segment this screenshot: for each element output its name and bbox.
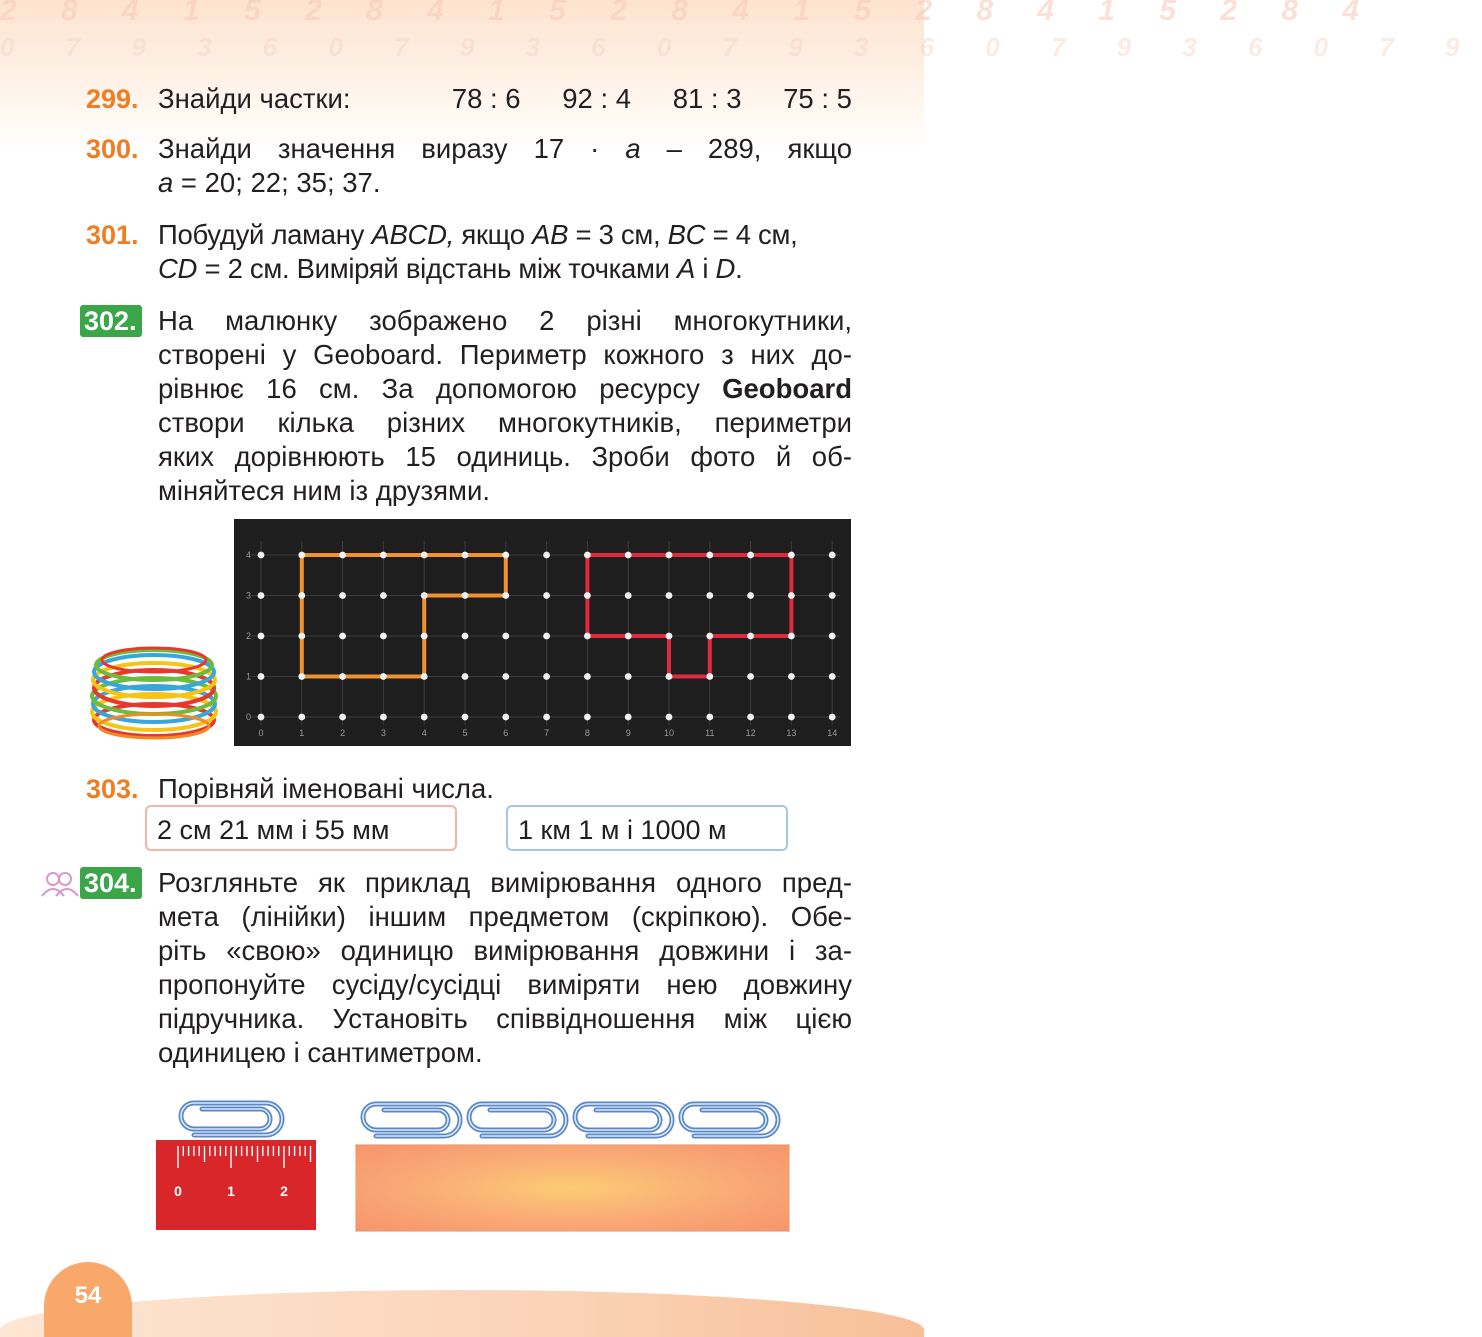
peg	[747, 673, 754, 680]
ruler-ticks	[156, 1140, 316, 1230]
peg	[625, 714, 632, 721]
paperclip-wire	[681, 1104, 778, 1136]
y-tick-label: 2	[246, 631, 252, 641]
comparison-box-2: 1 км 1 м і 1000 м	[506, 805, 788, 851]
y-tick-label: 0	[246, 712, 252, 722]
text: = 2 см. Виміряй відстань між точками	[197, 253, 677, 284]
peg	[625, 673, 632, 680]
peg	[462, 633, 469, 640]
peg	[462, 552, 469, 559]
peg	[339, 714, 346, 721]
word: –	[666, 133, 682, 164]
text: і	[695, 253, 716, 284]
peg	[625, 633, 632, 640]
peg	[258, 552, 265, 559]
text-line: Розгляньте як приклад вимірювання одного пред-	[158, 867, 852, 898]
text-line	[158, 218, 852, 252]
rubber-bands-image	[88, 640, 220, 740]
text-line	[158, 372, 852, 406]
peg	[584, 592, 591, 599]
variable: AB	[532, 219, 569, 250]
peg	[625, 552, 632, 559]
peg	[339, 673, 346, 680]
x-tick-label: 6	[503, 728, 509, 738]
x-tick-label: 12	[745, 728, 756, 738]
text: якщо	[454, 219, 533, 250]
x-tick-label: 0	[258, 728, 264, 738]
x-tick-label: 13	[786, 728, 797, 738]
page-number: 54	[44, 1262, 132, 1337]
peg	[584, 552, 591, 559]
ruler-label: 0	[174, 1183, 182, 1199]
peg	[298, 592, 305, 599]
text: Побудуй ламану	[158, 219, 372, 250]
peg	[747, 633, 754, 640]
text: = 3 см,	[568, 219, 668, 250]
word: ·	[590, 133, 600, 164]
word: Знайди	[158, 133, 252, 164]
variable: D	[715, 253, 736, 284]
text-line: пропонуйте сусіду/сусідці виміряти нею довжину	[158, 969, 852, 1000]
peg	[747, 552, 754, 559]
peg	[584, 633, 591, 640]
peg	[339, 633, 346, 640]
peg	[298, 714, 305, 721]
paperclip-icon	[469, 1104, 566, 1136]
peg	[584, 714, 591, 721]
variable: CD	[158, 253, 198, 284]
peg	[421, 673, 428, 680]
exercise-text	[158, 132, 852, 200]
comparison-box-1: 2 см 21 мм і 55 мм	[145, 805, 457, 851]
peg	[666, 552, 673, 559]
peg	[380, 552, 387, 559]
x-tick-label: 11	[705, 728, 715, 738]
paperclip-icon	[172, 1098, 286, 1140]
peg	[543, 714, 550, 721]
x-tick-label: 8	[584, 728, 590, 738]
peg	[788, 592, 795, 599]
peg	[543, 673, 550, 680]
top-decor-band	[0, 0, 1482, 150]
exercise-301	[86, 218, 856, 288]
peg	[829, 592, 836, 599]
exercise-303	[86, 772, 856, 806]
exercise-number-badge: 304.	[80, 867, 142, 899]
exercise-number: 303.	[86, 774, 139, 804]
peg	[502, 592, 509, 599]
peg	[380, 592, 387, 599]
text-line: створені у Geoboard. Периметр кожного з них до-	[158, 339, 852, 370]
peg	[706, 714, 713, 721]
peg	[666, 592, 673, 599]
peg	[543, 592, 550, 599]
text-line: ріть «свою» одиницю вимірювання довжини і за-	[158, 935, 852, 966]
x-tick-label: 5	[462, 728, 468, 738]
text-line	[158, 252, 852, 286]
peg	[706, 592, 713, 599]
peg	[421, 633, 428, 640]
peg	[625, 592, 632, 599]
y-tick-label: 3	[246, 590, 252, 601]
exercise-text	[158, 866, 852, 1070]
word: значення	[277, 133, 396, 164]
peg	[829, 714, 836, 721]
ruler-label: 1	[227, 1183, 235, 1199]
peg	[258, 714, 265, 721]
x-tick-label: 14	[827, 728, 838, 738]
division-item: 92 : 4	[562, 83, 632, 114]
peg	[543, 633, 550, 640]
peg	[421, 714, 428, 721]
x-tick-label: 7	[544, 728, 550, 738]
exercise-number-badge: 302.	[80, 305, 142, 337]
footer-band	[0, 1290, 924, 1337]
peg	[747, 714, 754, 721]
peg	[706, 673, 713, 680]
x-tick-label: 9	[625, 728, 631, 738]
exercise-text	[158, 304, 852, 508]
peg	[421, 552, 428, 559]
text: рівнює 16 см. За допомогою ресурсу	[158, 373, 723, 404]
peg	[339, 552, 346, 559]
paperclip-wire	[469, 1104, 566, 1136]
paperclip-wire	[363, 1104, 460, 1136]
paperclip-icon	[575, 1104, 672, 1136]
peg	[543, 552, 550, 559]
decorative-digits-row-2: 0 7 9 3 6 0 7 9 3 6 0 7 9 3 6 0 7 9 3 6 0 7 9	[0, 32, 1482, 62]
peg	[462, 592, 469, 599]
text-line: мета (лінійки) іншим предметом (скріпкою). Обе-	[158, 901, 852, 932]
word: якщо	[787, 133, 852, 164]
paperclip-icon	[363, 1104, 460, 1136]
exercise-number: 299.	[86, 84, 139, 114]
decorative-digits: 2 8 4 1 5 2 8 4 1 5 2 8 4 1 5 2 8 4 1 5 2 8 4	[0, 0, 1378, 27]
peg	[788, 673, 795, 680]
exercise-number: 300.	[86, 134, 139, 164]
polygon-red	[587, 555, 791, 677]
text-line: яких дорівнюють 15 одиниць. Зроби фото й об-	[158, 441, 852, 472]
ruler-label: 2	[280, 1183, 288, 1199]
peg	[788, 714, 795, 721]
paperclip-icon	[681, 1104, 778, 1136]
polygon-orange	[302, 555, 506, 677]
peg	[380, 633, 387, 640]
peg	[829, 633, 836, 640]
peg	[502, 673, 509, 680]
peg	[666, 633, 673, 640]
peg	[584, 673, 591, 680]
measured-object-bar	[355, 1144, 790, 1232]
x-tick-label: 10	[663, 728, 675, 738]
values: = 20; 22; 35; 37.	[173, 167, 381, 198]
peg	[339, 592, 346, 599]
word: 289,	[707, 133, 762, 164]
x-tick-label: 2	[340, 728, 346, 738]
exercise-299	[86, 82, 856, 118]
exercise-300	[86, 132, 856, 202]
resource-name: Geoboard	[722, 373, 852, 404]
peg	[380, 673, 387, 680]
peg	[298, 673, 305, 680]
exercise-302	[86, 304, 856, 514]
exercise-text	[158, 82, 852, 116]
peg	[502, 714, 509, 721]
text-line: На малюнку зображено 2 різні многокутники,	[158, 305, 852, 336]
peg	[829, 552, 836, 559]
geoboard-image	[234, 519, 851, 746]
division-item: 81 : 3	[672, 83, 742, 114]
exercise-text	[158, 218, 852, 286]
word: 17	[533, 133, 565, 164]
text: .	[735, 253, 743, 284]
peg	[829, 673, 836, 680]
x-tick-label: 3	[380, 728, 386, 738]
division-item: 75 : 5	[783, 83, 852, 114]
exercise-304	[86, 866, 856, 1076]
peg	[462, 714, 469, 721]
peg	[502, 552, 509, 559]
y-tick-label: 4	[246, 550, 252, 560]
text: = 4 см,	[705, 219, 798, 250]
division-item: 78 : 6	[451, 83, 521, 114]
peg	[258, 592, 265, 599]
ruler-image	[156, 1140, 316, 1230]
x-tick-label: 1	[299, 728, 305, 738]
peg	[666, 673, 673, 680]
peg	[258, 633, 265, 640]
text-line	[158, 166, 852, 200]
text-line: міняйтеся ним із друзями.	[158, 475, 490, 506]
peg	[298, 633, 305, 640]
peg	[502, 633, 509, 640]
peg	[258, 673, 265, 680]
peg	[380, 714, 387, 721]
variable: a	[625, 133, 641, 164]
text-line: одиницею і сантиметром.	[158, 1037, 483, 1068]
peg	[666, 714, 673, 721]
text-line	[158, 132, 852, 166]
paperclip-wire	[575, 1104, 672, 1136]
variable: A	[676, 253, 696, 284]
variable: BC	[667, 219, 706, 250]
peg	[788, 633, 795, 640]
peg	[788, 552, 795, 559]
peg	[706, 633, 713, 640]
exercise-text: Порівняй іменовані числа.	[158, 773, 494, 804]
x-tick-label: 4	[421, 728, 427, 738]
peg	[706, 552, 713, 559]
variable: a	[158, 167, 174, 198]
exercise-number: 301.	[86, 220, 139, 250]
paperclip-chain	[354, 1098, 788, 1142]
variable: ABCD,	[371, 219, 455, 250]
peg	[421, 592, 428, 599]
peg	[462, 673, 469, 680]
peg	[747, 592, 754, 599]
instruction: Знайди частки:	[158, 83, 351, 114]
word: виразу	[421, 133, 508, 164]
group-work-icon	[40, 870, 80, 898]
text-line: створи кілька різних многокутників, периметри	[158, 407, 852, 438]
peg	[298, 552, 305, 559]
y-tick-label: 1	[246, 671, 252, 682]
text-line: підручника. Установіть співвідношення між цією	[158, 1003, 852, 1034]
